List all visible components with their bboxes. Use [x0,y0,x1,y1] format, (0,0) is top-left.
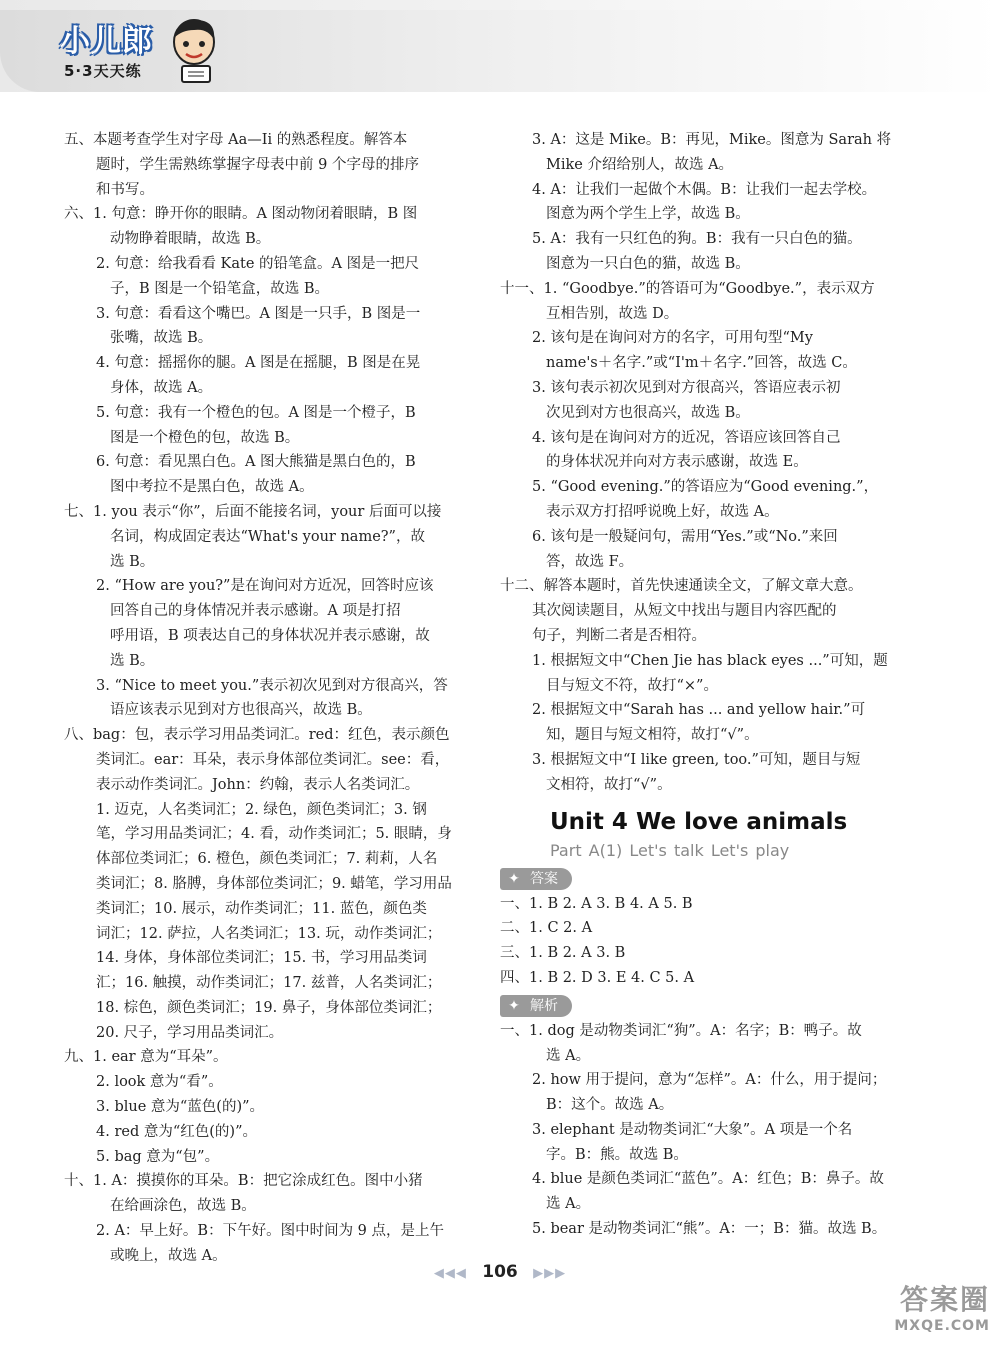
text-line: 1. 迈克，人名类词汇；2. 绿色，颜色类词汇；3. 钢 [96,801,427,818]
text-line: 五、本题考查学生对字母 Aa—Ii 的熟悉程度。解答本 [64,132,408,148]
text-line: 三、1. B 2. A 3. B [500,945,626,962]
analysis-list [500,1019,920,1242]
text-line: Mike 介绍给别人，故选 A。 [546,156,734,173]
text-line: 选 A。 [546,1047,591,1064]
text-line: 14. 身体，身体部位类词汇；15. 书，学习用品类词 [96,950,427,967]
text-line: 文相符，故打“√”。 [546,776,672,793]
text-line: 张嘴，故选 B。 [110,330,213,347]
brand-title: 小儿郎 [60,24,153,59]
text-line: 二、1. C 2. A [500,920,593,937]
text-line: 知，题目与短文相符，故打“√”。 [546,727,759,744]
text-line: 20. 尺子，学习用品类词汇。 [96,1024,284,1041]
right-top-section [500,128,920,798]
text-line: 类词汇。ear：耳朵，表示身体部位类词汇。see：看， [96,751,450,768]
text-line: 图是一个橙色的包，故选 B。 [110,429,300,446]
text-line: 句子，判断二者是否相符。 [532,627,706,644]
unit-title: Unit 4 We love animals [550,808,848,835]
text-line: 图意为两个学生上学，故选 B。 [546,206,750,223]
text-line: 3. blue 意为“蓝色(的)”。 [96,1099,265,1116]
text-line: 汇；16. 触摸，动作类词汇；17. 兹普，人名类词汇； [96,975,442,992]
sparkle-icon: ✦ [508,997,520,1014]
text-line: 选 B。 [110,553,155,570]
text-line: 2. A：早上好。B：下午好。图中时间为 9 点，是上午 [96,1223,445,1240]
text-line: 5. bag 意为“包”。 [96,1148,220,1165]
unit-subtitle: Part A(1) Let's talk Let's play [550,840,790,860]
text-line: 答，故选 F。 [546,553,634,570]
text-line: 九、1. ear 意为“耳朵”。 [64,1049,228,1066]
text-line: 或晚上，故选 A。 [110,1247,227,1264]
text-line: 类词汇；8. 胳膊，身体部位类词汇；9. 蜡笔，学习用品 [96,875,452,892]
text-line: 选 A。 [546,1196,591,1213]
text-line: 子，B 图是一个铅笔盒，故选 B。 [110,280,330,297]
text-line: 6. 该句是一般疑问句，需用“Yes.”或“No.”来回 [532,528,838,545]
watermark-top: 答案圈 [899,1283,990,1316]
text-line: 动物睁着眼睛，故选 B。 [110,231,271,248]
text-line: 4. red 意为“红色(的)”。 [96,1123,257,1140]
text-line: 四、1. B 2. D 3. E 4. C 5. A [500,969,695,986]
page-header [0,0,1000,92]
text-line: 表示动作类词汇。John：约翰，表示人名类词汇。 [96,776,420,793]
text-line: 十、1. A：摸摸你的耳朵。B：把它涂成红色。图中小猪 [64,1173,423,1190]
text-line: 3. elephant 是动物类词汇“大象”。A 项是一个名 [532,1121,853,1138]
text-line: 其次阅读题目，从短文中找出与题目内容匹配的 [532,603,837,620]
answers-badge [500,868,572,890]
text-line: 互相告别，故选 D。 [546,305,679,322]
text-line: 图意为一只白色的猫，故选 B。 [546,255,750,272]
text-line: 图中考拉不是黑白色，故选 A。 [110,479,314,496]
text-line: 类词汇；10. 展示，动作类词汇；11. 蓝色，颜色类 [96,900,427,917]
sparkle-icon: ✦ [508,870,520,887]
text-line: 3. 根据短文中“I like green, too.”可知，题目与短 [532,751,861,768]
text-line: 字。B：熊。故选 B。 [546,1146,688,1163]
answers-badge-label: 答案 [530,870,558,887]
left-column [64,128,484,1269]
text-line: 十一、1. “Goodbye.”的答语可为“Goodbye.”，表示双方 [500,280,875,297]
text-line: name's＋名字.”或“I'm＋名字.”回答，故选 C。 [546,355,857,372]
text-line: 3. 该句表示初次见到对方很高兴，答语应表示初 [532,379,841,396]
text-line: 选 B。 [110,652,155,669]
text-line: 呼用语，B 项表达自己的身体状况并表示感谢，故 [110,627,430,644]
watermark-bottom: MXQE.COM [894,1318,990,1334]
text-line: 4. A：让我们一起做个木偶。B：让我们一起去学校。 [532,181,877,198]
text-line: 5. bear 是动物类词汇“熊”。A：一；B：猫。故选 B。 [532,1221,887,1238]
text-line: 3. “Nice to meet you.”表示初次见到对方很高兴，答 [96,677,448,694]
text-line: 5. “Good evening.”的答语应为“Good evening.”， [532,479,879,496]
analysis-badge-label: 解析 [530,997,558,1014]
text-line: 表示双方打招呼说晚上好，故选 A。 [546,503,779,520]
text-line: 1. 根据短文中“Chen Jie has black eyes ...”可知，题 [532,652,888,669]
text-line: 一、1. B 2. A 3. B 4. A 5. B [500,895,693,912]
text-line: 笔，学习用品类词汇；4. 看，动作类词汇；5. 眼睛，身 [96,826,452,843]
text-line: 体部位类词汇；6. 橙色，颜色类词汇；7. 莉莉，人名 [96,851,438,868]
answers-list [500,892,920,991]
right-column [500,128,920,1242]
text-line: 4. 该句是在询问对方的近况，答语应该回答自己 [532,429,841,446]
next-arrows-icon: ▶▶▶ [533,1266,567,1281]
text-line: 词汇；12. 萨拉，人名类词汇；13. 玩，动作类词汇； [96,925,442,942]
text-line: 3. 句意：看看这个嘴巴。A 图是一只手，B 图是一 [96,305,421,322]
text-line: 在给画涂色，故选 B。 [110,1198,256,1215]
series-title: 5·3天天练 [64,62,142,80]
text-line: 语应该表示见到对方也很高兴，故选 B。 [110,702,372,719]
text-line: 2. 该句是在询问对方的名字，可用句型“My [532,330,813,347]
text-line: 身体，故选 A。 [110,379,213,396]
text-line: 的身体状况并向对方表示感谢，故选 E。 [546,454,808,471]
text-line: 5. 句意：我有一个橙色的包。A 图是一个橙子，B [96,404,416,421]
text-line: 次见到对方也很高兴，故选 B。 [546,404,750,421]
text-line: 一、1. dog 是动物类词汇“狗”。A：名字；B：鸭子。故 [500,1022,862,1039]
text-line: 回答自己的身体情况并表示感谢。A 项是打招 [110,603,401,620]
boy-mascot-icon [164,16,224,86]
text-line: 5. A：我有一只红色的狗。B：我有一只白色的猫。 [532,231,862,248]
text-line: 七、1. you 表示“你”，后面不能接名词，your 后面可以接 [64,503,442,520]
text-line: 2. 根据短文中“Sarah has ... and yellow hair.”可 [532,702,866,719]
text-line: 4. blue 是颜色类词汇“蓝色”。A：红色；B：鼻子。故 [532,1171,884,1188]
watermark [820,1278,990,1340]
brand-logo [58,16,228,86]
text-line: 六、1. 句意：睁开你的眼睛。A 图动物闭着眼睛，B 图 [64,206,418,223]
text-line: 题时，学生需熟练掌握字母表中前 9 个字母的排序 [96,156,419,173]
text-line: 4. 句意：摇摇你的腿。A 图是在摇腿，B 图是在晃 [96,355,421,372]
text-line: B：这个。故选 A。 [546,1097,674,1114]
text-line: 八、bag：包，表示学习用品类词汇。red：红色，表示颜色 [64,727,450,744]
page-number: 106 [482,1262,518,1282]
text-line: 2. 句意：给我看看 Kate 的铅笔盒。A 图是一把尺 [96,255,420,272]
text-line: 6. 句意：看见黑白色。A 图大熊猫是黑白色的，B [96,454,416,471]
text-line: 名词，构成固定表达“What's your name?”，故 [110,528,425,545]
text-line: 目与短文不符，故打“×”。 [546,677,718,694]
text-line: 2. look 意为“看”。 [96,1074,223,1091]
prev-arrows-icon: ◀◀◀ [433,1266,467,1281]
text-line: 2. “How are you?”是在询问对方近况，回答时应该 [96,578,434,595]
text-line: 和书写。 [96,181,154,198]
text-line: 十二、解答本题时，首先快速通读全文，了解文章大意。 [500,578,863,595]
text-line: 2. how 用于提问，意为“怎样”。A：什么，用于提问； [532,1072,887,1089]
text-line: 18. 棕色，颜色类词汇；19. 鼻子，身体部位类词汇； [96,999,442,1016]
analysis-badge [500,995,572,1017]
text-line: 3. A：这是 Mike。B：再见，Mike。图意为 Sarah 将 [532,132,892,148]
